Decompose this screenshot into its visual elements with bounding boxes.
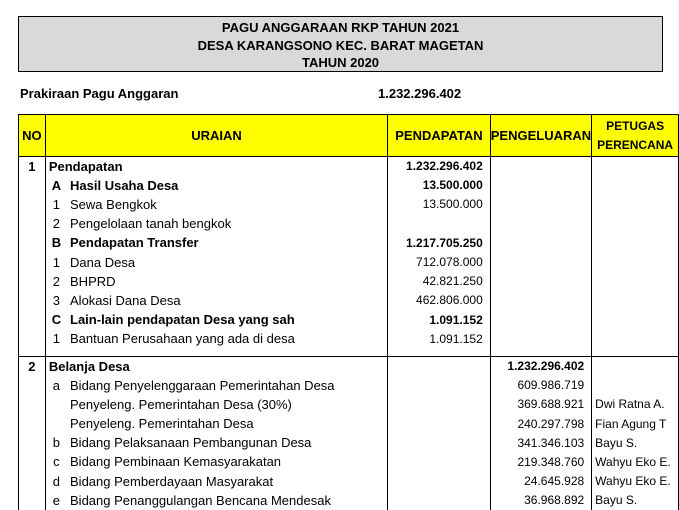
- table-row: [19, 414, 679, 433]
- row-pendapatan: 1.091.152: [388, 310, 491, 329]
- table-row: [19, 452, 679, 471]
- row-no-cell: [19, 233, 46, 252]
- row-pendapatan: 13.500.000: [388, 176, 491, 195]
- row-description: Lain-lain pendapatan Desa yang sah: [67, 310, 388, 329]
- row-sub-label: [45, 395, 67, 414]
- row-pengeluaran: 24.645.928: [490, 472, 591, 491]
- row-petugas: Bayu S.: [592, 433, 679, 452]
- row-description: BHPRD: [67, 272, 388, 291]
- row-pendapatan: 712.078.000: [388, 252, 491, 271]
- row-petugas: [592, 272, 679, 291]
- table-row: [19, 233, 679, 252]
- row-petugas: [592, 233, 679, 252]
- row-pengeluaran: 369.688.921: [490, 395, 591, 414]
- section-pendapatan: [388, 356, 491, 375]
- row-pengeluaran: 219.348.760: [490, 452, 591, 471]
- row-no-cell: [19, 195, 46, 214]
- col-header-petugas-line2: PERENCANA: [597, 137, 674, 152]
- row-no-cell: [19, 272, 46, 291]
- row-description: Bidang Penyelenggaraan Pemerintahan Desa: [67, 376, 388, 395]
- prakiraan-value: 1.232.296.402: [378, 86, 462, 101]
- col-header-uraian: URAIAN: [45, 115, 387, 157]
- row-no-cell: [19, 291, 46, 310]
- row-no-cell: [19, 176, 46, 195]
- document-title-box: [18, 16, 663, 72]
- table-header-row: [19, 115, 679, 157]
- spacer-cell: [19, 348, 46, 356]
- section-pendapatan: 1.232.296.402: [388, 157, 491, 176]
- spacer-cell: [592, 348, 679, 356]
- row-no-cell: [19, 452, 46, 471]
- row-sub-label: [45, 414, 67, 433]
- row-sub-label: e: [45, 491, 67, 510]
- section-number: 1: [19, 157, 46, 176]
- row-description: Pengelolaan tanah bengkok: [67, 214, 388, 233]
- row-no-cell: [19, 395, 46, 414]
- title-line-3: TAHUN 2020: [301, 55, 380, 70]
- row-petugas: Fian Agung T: [592, 414, 679, 433]
- row-pengeluaran: 36.968.892: [490, 491, 591, 510]
- row-description: Alokasi Dana Desa: [67, 291, 388, 310]
- row-petugas: [592, 291, 679, 310]
- row-pendapatan: 42.821.250: [388, 272, 491, 291]
- row-petugas: [592, 195, 679, 214]
- row-sub-label: C: [45, 310, 67, 329]
- row-petugas: [592, 214, 679, 233]
- row-pendapatan: 1.091.152: [388, 329, 491, 348]
- table-row: [19, 252, 679, 271]
- row-pengeluaran: 341.346.103: [490, 433, 591, 452]
- row-no-cell: [19, 310, 46, 329]
- title-line-2: DESA KARANGSONO KEC. BARAT MAGETAN: [197, 37, 484, 53]
- table-row: [19, 376, 679, 395]
- row-pengeluaran: [490, 291, 591, 310]
- row-pengeluaran: 240.297.798: [490, 414, 591, 433]
- row-pendapatan: [388, 433, 491, 452]
- col-header-petugas: [592, 115, 679, 157]
- row-pendapatan: 13.500.000: [388, 195, 491, 214]
- table-row: [19, 433, 679, 452]
- title-line-1: PAGU ANGGARAAN RKP TAHUN 2021: [221, 20, 460, 35]
- table-body: [19, 157, 679, 510]
- row-pendapatan: [388, 395, 491, 414]
- table-row: [19, 310, 679, 329]
- table-row: [19, 272, 679, 291]
- row-petugas: [592, 329, 679, 348]
- row-sub-label: a: [45, 376, 67, 395]
- row-no-cell: [19, 329, 46, 348]
- row-no-cell: [19, 252, 46, 271]
- row-sub-label: 2: [45, 214, 67, 233]
- row-pendapatan: 462.806.000: [388, 291, 491, 310]
- section-pengeluaran: [490, 157, 591, 176]
- row-sub-label: 1: [45, 195, 67, 214]
- row-pengeluaran: [490, 329, 591, 348]
- table-row: [19, 329, 679, 348]
- row-no-cell: [19, 472, 46, 491]
- row-pengeluaran: [490, 310, 591, 329]
- row-description: Sewa Bengkok: [67, 195, 388, 214]
- spacer-cell: [388, 348, 491, 356]
- row-pendapatan: [388, 452, 491, 471]
- col-header-petugas-line1: PETUGAS: [606, 118, 665, 133]
- row-pengeluaran: [490, 233, 591, 252]
- section-pengeluaran: 1.232.296.402: [490, 356, 591, 375]
- table-row: [19, 195, 679, 214]
- row-description: Pendapatan Transfer: [67, 233, 388, 252]
- table-row: [19, 176, 679, 195]
- section-petugas: [592, 157, 679, 176]
- row-description: Penyeleng. Pemerintahan Desa: [67, 414, 388, 433]
- row-no-cell: [19, 376, 46, 395]
- row-pengeluaran: [490, 176, 591, 195]
- row-description: Bidang Pemberdayaan Masyarakat: [67, 472, 388, 491]
- col-header-no: NO: [19, 115, 46, 157]
- table-row: [19, 472, 679, 491]
- row-description: Bidang Pelaksanaan Pembangunan Desa: [67, 433, 388, 452]
- col-header-pengeluaran: PENGELUARAN: [490, 115, 591, 157]
- row-petugas: [592, 176, 679, 195]
- row-pengeluaran: [490, 195, 591, 214]
- row-sub-label: 1: [45, 252, 67, 271]
- row-petugas: Bayu S.: [592, 491, 679, 510]
- table-row: [19, 291, 679, 310]
- row-description: Penyeleng. Pemerintahan Desa (30%): [67, 395, 388, 414]
- row-no-cell: [19, 214, 46, 233]
- row-description: Bidang Pembinaan Kemasyarakatan: [67, 452, 388, 471]
- row-petugas: Wahyu Eko E.: [592, 472, 679, 491]
- row-sub-label: B: [45, 233, 67, 252]
- section-number: 2: [19, 356, 46, 375]
- row-sub-label: A: [45, 176, 67, 195]
- row-sub-label: d: [45, 472, 67, 491]
- section-header-row: [19, 157, 679, 176]
- row-pendapatan: 1.217.705.250: [388, 233, 491, 252]
- row-pengeluaran: 609.986.719: [490, 376, 591, 395]
- row-pengeluaran: [490, 272, 591, 291]
- section-spacer-row: [19, 348, 679, 356]
- row-sub-label: 3: [45, 291, 67, 310]
- row-no-cell: [19, 414, 46, 433]
- table-row: [19, 395, 679, 414]
- section-title: Belanja Desa: [45, 356, 387, 375]
- row-petugas: [592, 252, 679, 271]
- row-description: Dana Desa: [67, 252, 388, 271]
- spacer-cell: [490, 348, 591, 356]
- row-pendapatan: [388, 414, 491, 433]
- row-description: Bantuan Perusahaan yang ada di desa: [67, 329, 388, 348]
- row-sub-label: 2: [45, 272, 67, 291]
- table-row: [19, 214, 679, 233]
- row-sub-label: 1: [45, 329, 67, 348]
- row-pendapatan: [388, 214, 491, 233]
- row-petugas: Wahyu Eko E.: [592, 452, 679, 471]
- section-header-row: [19, 356, 679, 375]
- row-description: Bidang Penanggulangan Bencana Mendesak: [67, 491, 388, 510]
- budget-table: [18, 114, 679, 510]
- col-header-pendapatan: PENDAPATAN: [388, 115, 491, 157]
- row-sub-label: c: [45, 452, 67, 471]
- row-sub-label: b: [45, 433, 67, 452]
- row-pendapatan: [388, 376, 491, 395]
- row-pendapatan: [388, 472, 491, 491]
- prakiraan-label: Prakiraan Pagu Anggaran: [20, 86, 179, 101]
- row-pengeluaran: [490, 214, 591, 233]
- row-petugas: [592, 376, 679, 395]
- section-title: Pendapatan: [45, 157, 387, 176]
- row-pengeluaran: [490, 252, 591, 271]
- section-petugas: [592, 356, 679, 375]
- row-petugas: [592, 310, 679, 329]
- row-petugas: Dwi Ratna A.: [592, 395, 679, 414]
- row-no-cell: [19, 433, 46, 452]
- row-description: Hasil Usaha Desa: [67, 176, 388, 195]
- spacer-cell: [45, 348, 387, 356]
